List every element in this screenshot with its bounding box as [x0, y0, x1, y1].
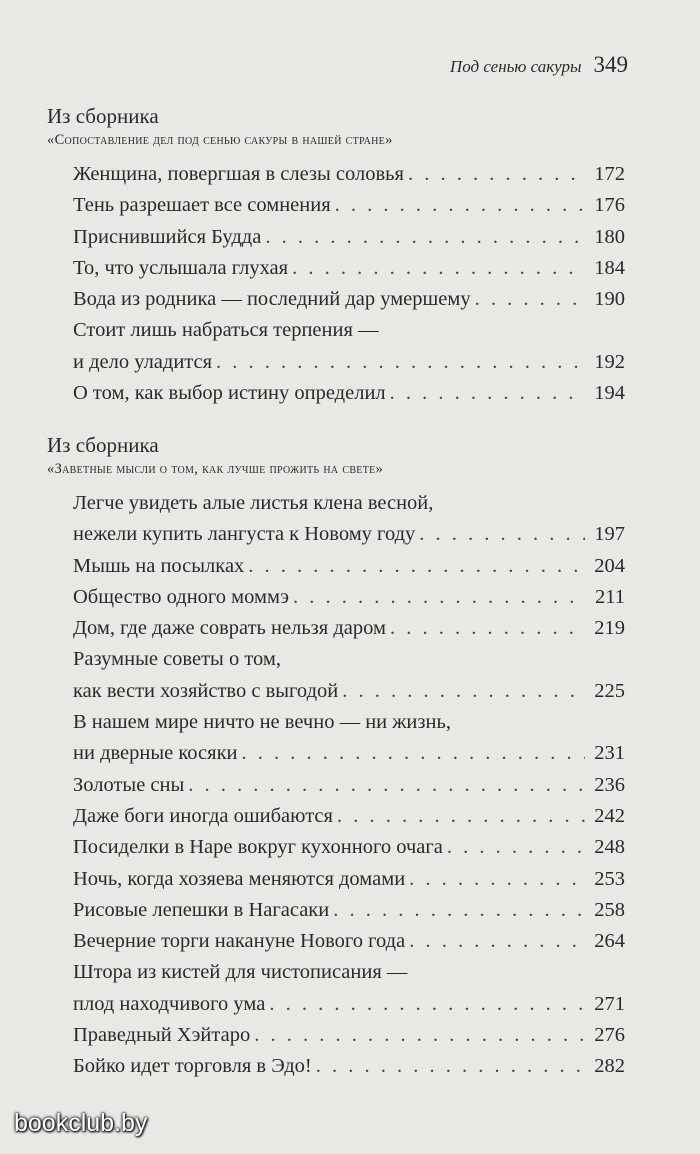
dot-leader — [335, 190, 585, 221]
entry-title: и дело уладится — [73, 350, 213, 373]
dot-leader — [216, 347, 585, 378]
toc-entry — [73, 1051, 625, 1082]
entry-title: Вода из родника — последний дар умершему — [73, 288, 471, 311]
entry-title: То, что услышала глухая — [73, 256, 289, 279]
toc-entry — [73, 1020, 625, 1051]
toc-entry — [73, 222, 625, 253]
toc-entry — [73, 895, 625, 926]
entry-title: Приснившийся Будда — [73, 225, 262, 248]
entry-title: Вечерние торги накануне Нового года — [73, 930, 406, 953]
entry-page-number: 176 — [594, 194, 625, 217]
entry-page-number: 225 — [594, 679, 625, 702]
toc-entry — [73, 770, 625, 801]
entry-page-number: 211 — [595, 585, 625, 608]
entry-page-number: 184 — [594, 256, 625, 279]
entry-page-number: 204 — [594, 554, 625, 577]
entry-page-number: 264 — [594, 930, 625, 953]
dot-leader — [419, 519, 585, 550]
toc-entry — [73, 551, 625, 582]
collection-title: «Сопоставление дел под сенью сакуры в нашей стране» — [47, 132, 393, 148]
entry-page-number: 197 — [594, 523, 625, 546]
entry-page-number: 194 — [594, 382, 625, 405]
entry-title: ни дверные косяки — [73, 742, 238, 765]
entry-title: Дом, где даже соврать нельзя даром — [73, 617, 386, 640]
toc-entry — [73, 832, 625, 863]
running-title: Под сенью сакуры — [449, 57, 582, 76]
entry-title: Бойко идет торговля в Эдо! — [73, 1055, 312, 1078]
collection-label: Из сборника — [47, 433, 159, 457]
dot-leader — [265, 222, 585, 253]
toc-entry — [73, 159, 625, 190]
entry-page-number: 172 — [594, 163, 625, 185]
entry-title: нежели купить лангуста к Новому году — [73, 523, 416, 546]
toc-entry — [73, 488, 625, 551]
entry-page-number: 192 — [594, 350, 625, 373]
toc-entry — [73, 315, 625, 378]
entry-title-line: Стоит лишь набраться терпения — — [73, 319, 379, 342]
entry-page-number: 219 — [594, 617, 625, 640]
toc-entry — [73, 253, 625, 284]
toc-entry — [73, 644, 625, 707]
entry-page-number: 258 — [594, 898, 625, 921]
dot-leader — [269, 989, 585, 1020]
entry-title: плод находчивого ума — [73, 992, 266, 1015]
toc-entry — [73, 864, 625, 895]
entry-title: Праведный Хэйтаро — [73, 1024, 251, 1047]
entry-title: Золотые сны — [73, 773, 185, 796]
entry-page-number: 180 — [594, 225, 625, 248]
entry-title-line: Разумные советы о том, — [73, 648, 281, 671]
toc-entry — [73, 284, 625, 315]
dot-leader — [248, 551, 585, 582]
toc-entry — [73, 926, 625, 957]
entry-title: Рисовые лепешки в Нагасаки — [73, 898, 330, 921]
entry-page-number: 236 — [594, 773, 625, 796]
entry-title: как вести хозяйство с выгодой — [73, 679, 339, 702]
dot-leader — [254, 1020, 585, 1051]
watermark: bookclub.by — [14, 1109, 148, 1137]
entry-page-number: 231 — [594, 742, 625, 765]
toc-entry — [73, 378, 625, 409]
dot-leader — [333, 895, 585, 926]
entry-title-line: В нашем мире ничто не вечно — ни жизнь, — [73, 711, 451, 734]
entry-title: Мышь на посылках — [73, 554, 245, 577]
entry-title: Даже боги иногда ошибаются — [73, 804, 333, 827]
dot-leader — [188, 770, 585, 801]
entry-title: Тень разрешает все сомнения — [73, 194, 331, 217]
entry-title-line: Штора из кистей для чистописания — — [73, 961, 408, 984]
toc-entry — [73, 613, 625, 644]
entry-page-number: 190 — [594, 288, 625, 311]
dot-leader — [293, 582, 585, 613]
dot-leader — [316, 1051, 585, 1082]
collection-label: Из сборника — [47, 104, 159, 128]
entry-page-number: 271 — [594, 992, 625, 1015]
entry-title: О том, как выбор истину определил — [73, 382, 386, 405]
toc-entry — [73, 582, 625, 613]
dot-leader — [475, 284, 585, 315]
dot-leader — [409, 926, 585, 957]
toc-entry — [73, 957, 625, 1020]
collection-section — [47, 103, 627, 409]
toc-entry — [73, 801, 625, 832]
dot-leader — [408, 159, 585, 190]
dot-leader — [337, 801, 585, 832]
entry-title: Ночь, когда хозяева меняются домами — [73, 867, 406, 890]
entry-page-number: 242 — [594, 804, 625, 827]
dot-leader — [390, 378, 585, 409]
dot-leader — [292, 253, 585, 284]
toc-entry — [73, 190, 625, 221]
dot-leader — [409, 864, 585, 895]
dot-leader — [390, 613, 585, 644]
collection-title: «Заветные мысли о том, как лучше прожить на свете» — [47, 461, 384, 477]
dot-leader — [342, 676, 585, 707]
entry-page-number: 282 — [594, 1055, 625, 1078]
entry-title-line: Легче увидеть алые листья клена весной, — [73, 492, 434, 514]
entry-title: Посиделки в Наре вокруг кухонного очага — [73, 836, 443, 859]
collection-section — [47, 432, 627, 1083]
page-header — [450, 52, 628, 78]
dot-leader — [447, 832, 585, 863]
entry-page-number: 253 — [594, 867, 625, 890]
toc-entry — [73, 707, 625, 770]
entry-page-number: 248 — [594, 836, 625, 859]
entry-title: Женщина, повергшая в слезы соловья — [73, 163, 404, 185]
entry-title: Общество одного моммэ — [73, 585, 290, 608]
dot-leader — [242, 738, 585, 769]
entry-page-number: 276 — [594, 1024, 625, 1047]
toc-entries — [73, 159, 625, 409]
page-number: 349 — [593, 52, 628, 77]
toc-entries — [73, 488, 625, 1083]
